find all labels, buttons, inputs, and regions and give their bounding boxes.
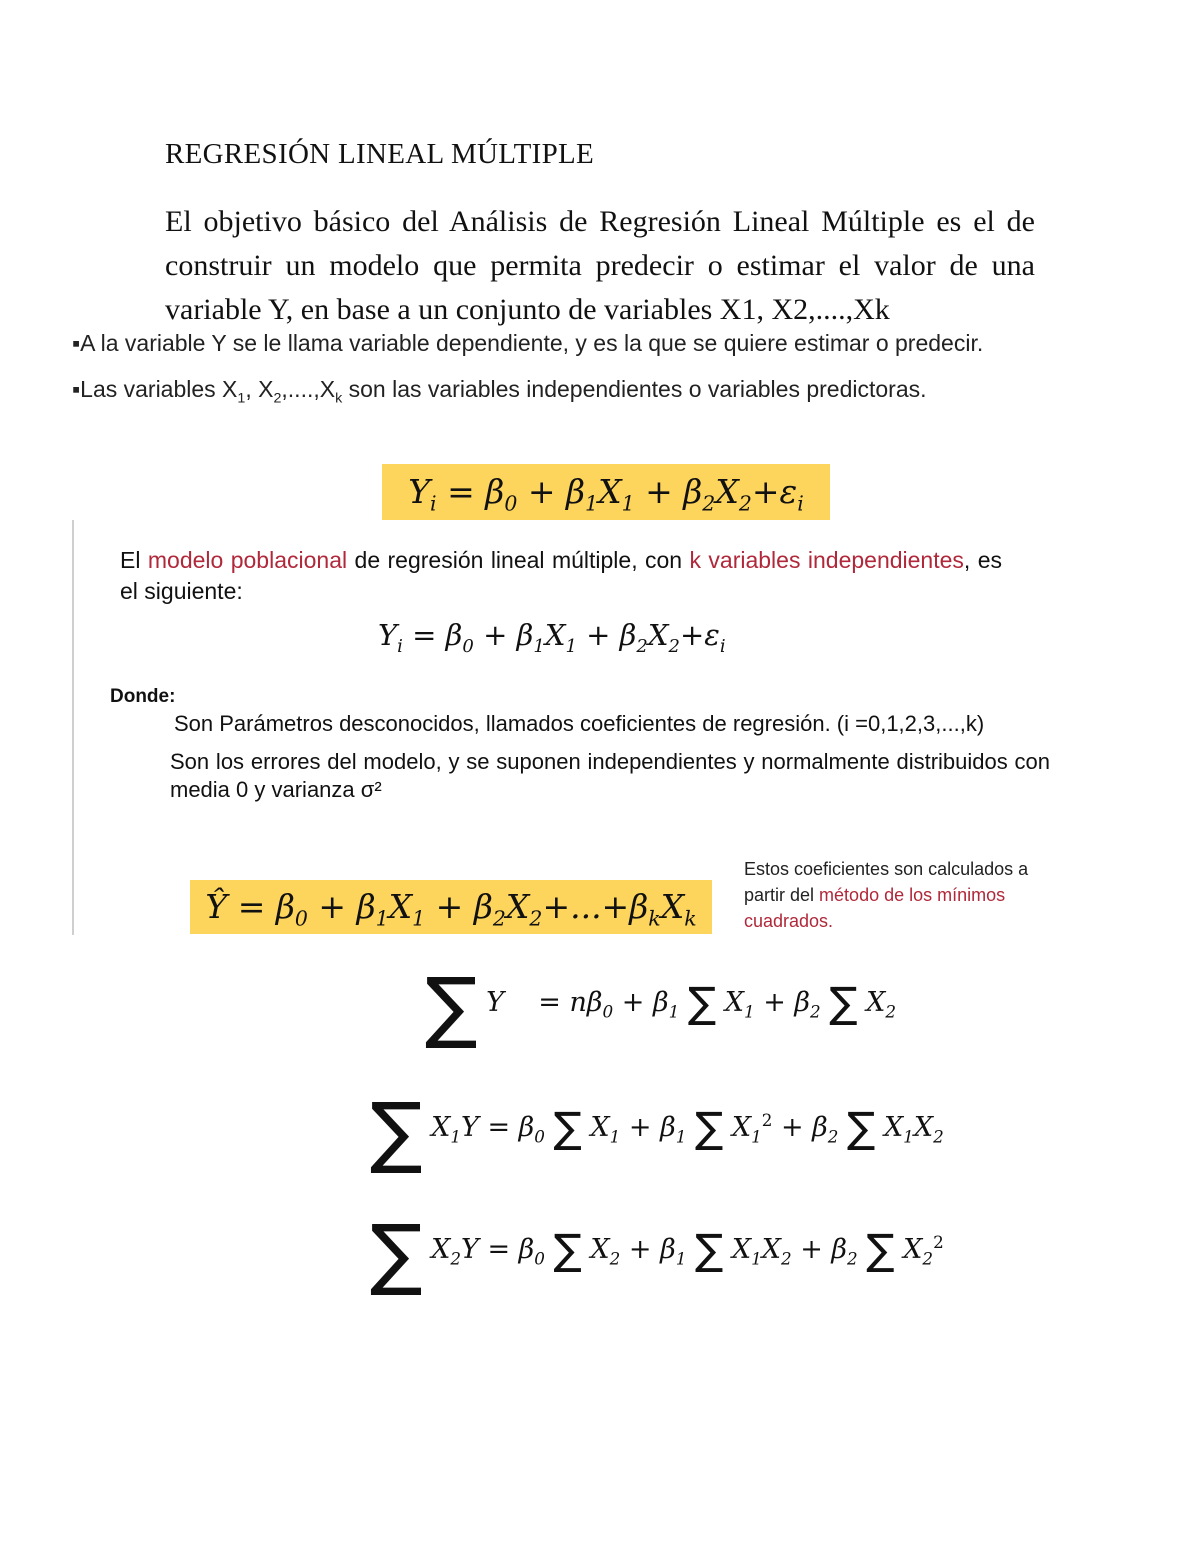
normal-equation-2: ∑ $X_1Y = \beta_0$ ∑ $X_1 + \beta_1$ ∑ $X_1^2 + \beta_2$ ∑ $X_1X_2$ [370,1087,944,1177]
page-title: REGRESIÓN LINEAL MÚLTIPLE [165,138,595,170]
slide-divider-line [72,520,74,935]
intro-paragraph: El objetivo básico del Análisis de Regresión Lineal Múltiple es el de construir un modelo que permita predecir o estimar el valor de una variable Y, en base a un conjunto de variables X1, X2,....,Xk [165,205,1035,326]
estimated-model-equation: Ŷ = $\beta_0 + \beta_1X_1 + \beta_2X_2+...+\beta_kX_k$ [190,880,712,934]
normal-equation-1: ∑ Y = $n\beta_0 + \beta_1$ ∑ $X_1 + \beta_2$ ∑ $X_2$ [425,962,897,1052]
model-description: El modelo poblacional de regresión lineal múltiple, con k variables independientes, es el siguiente: [120,547,1003,604]
bullet-independent-variables: ▪Las variables $X_1$, $X_2,....,X_k$ son las variables independientes o variables predictoras. [72,376,927,407]
normal-equation-3: ∑ $X_2Y = \beta_0$ ∑ $X_2 + \beta_1$ ∑ $X_1X_2 + \beta_2$ ∑ $X_2^2$ [370,1209,944,1299]
least-squares-note: Estos coeficientes son calculados a partir del método de los mínimos cuadrados. [744,859,1029,931]
bullet-dependent-variable: ▪A la variable Y se le llama variable dependiente, y es la que se quiere estimar o predecir. [72,330,984,356]
parameters-description: Son Parámetros desconocidos, llamados coeficientes de regresión. (i =0,1,2,3,...,k) [174,711,985,736]
population-model-equation: $Y_i = \beta_0 + \beta_1X_1 + \beta_2X_2+\varepsilon_i$ [378,618,726,657]
donde-label: Donde: [110,686,176,707]
model-equation-highlighted: $Y_i = \beta_0 + \beta_1X_1 + \beta_2X_2+\varepsilon_i$ [382,464,830,520]
errors-description: Son los errores del modelo, y se suponen independientes y normalmente distribuidos con media 0 y varianza σ² [170,749,1050,802]
